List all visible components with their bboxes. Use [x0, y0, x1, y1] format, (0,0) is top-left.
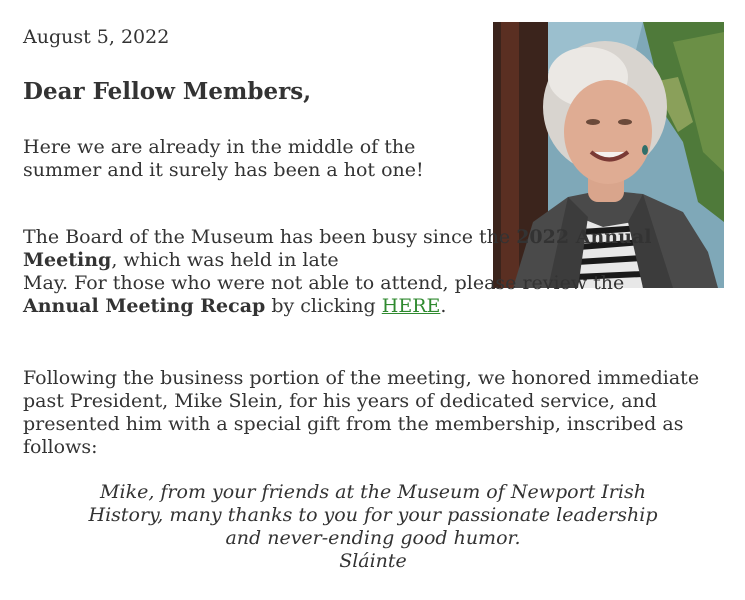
board-text-end: .	[440, 295, 447, 317]
recap-bold: Annual Meeting Recap	[23, 295, 266, 317]
intro-paragraph: Here we are already in the middle of the summer and it surely has been a hot one!	[23, 136, 424, 181]
board-paragraph	[23, 226, 713, 318]
annual-meeting-bold: 2022 Annual	[516, 226, 652, 248]
board-text-late: , which was held in late	[111, 249, 339, 271]
greeting-heading: Dear Fellow Members,	[23, 78, 312, 105]
meeting-bold: Meeting	[23, 249, 112, 271]
board-text-review: May. For those who were not able to attend, please review the	[23, 272, 625, 294]
inscription-line-2: History, many thanks to you for your passionate leadership	[88, 504, 658, 526]
letter-date: August 5, 2022	[23, 26, 170, 48]
here-link[interactable]: HERE	[381, 295, 441, 317]
inscription-line-3: and never-ending good humor.	[225, 527, 521, 549]
inscription-line-1: Mike, from your friends at the Museum of Newport Irish	[100, 481, 646, 503]
board-text-clicking: by clicking	[265, 295, 382, 317]
board-text: The Board of the Museum has been busy since the	[23, 226, 517, 248]
honor-paragraph: Following the business portion of the meeting, we honored immediate past President, Mike Slein, for his years of dedicated service, and presented him with a special gift from the membership, inscribed as follows:	[23, 367, 700, 458]
gift-inscription	[23, 481, 723, 573]
inscription-sign: Sláinte	[339, 550, 407, 572]
